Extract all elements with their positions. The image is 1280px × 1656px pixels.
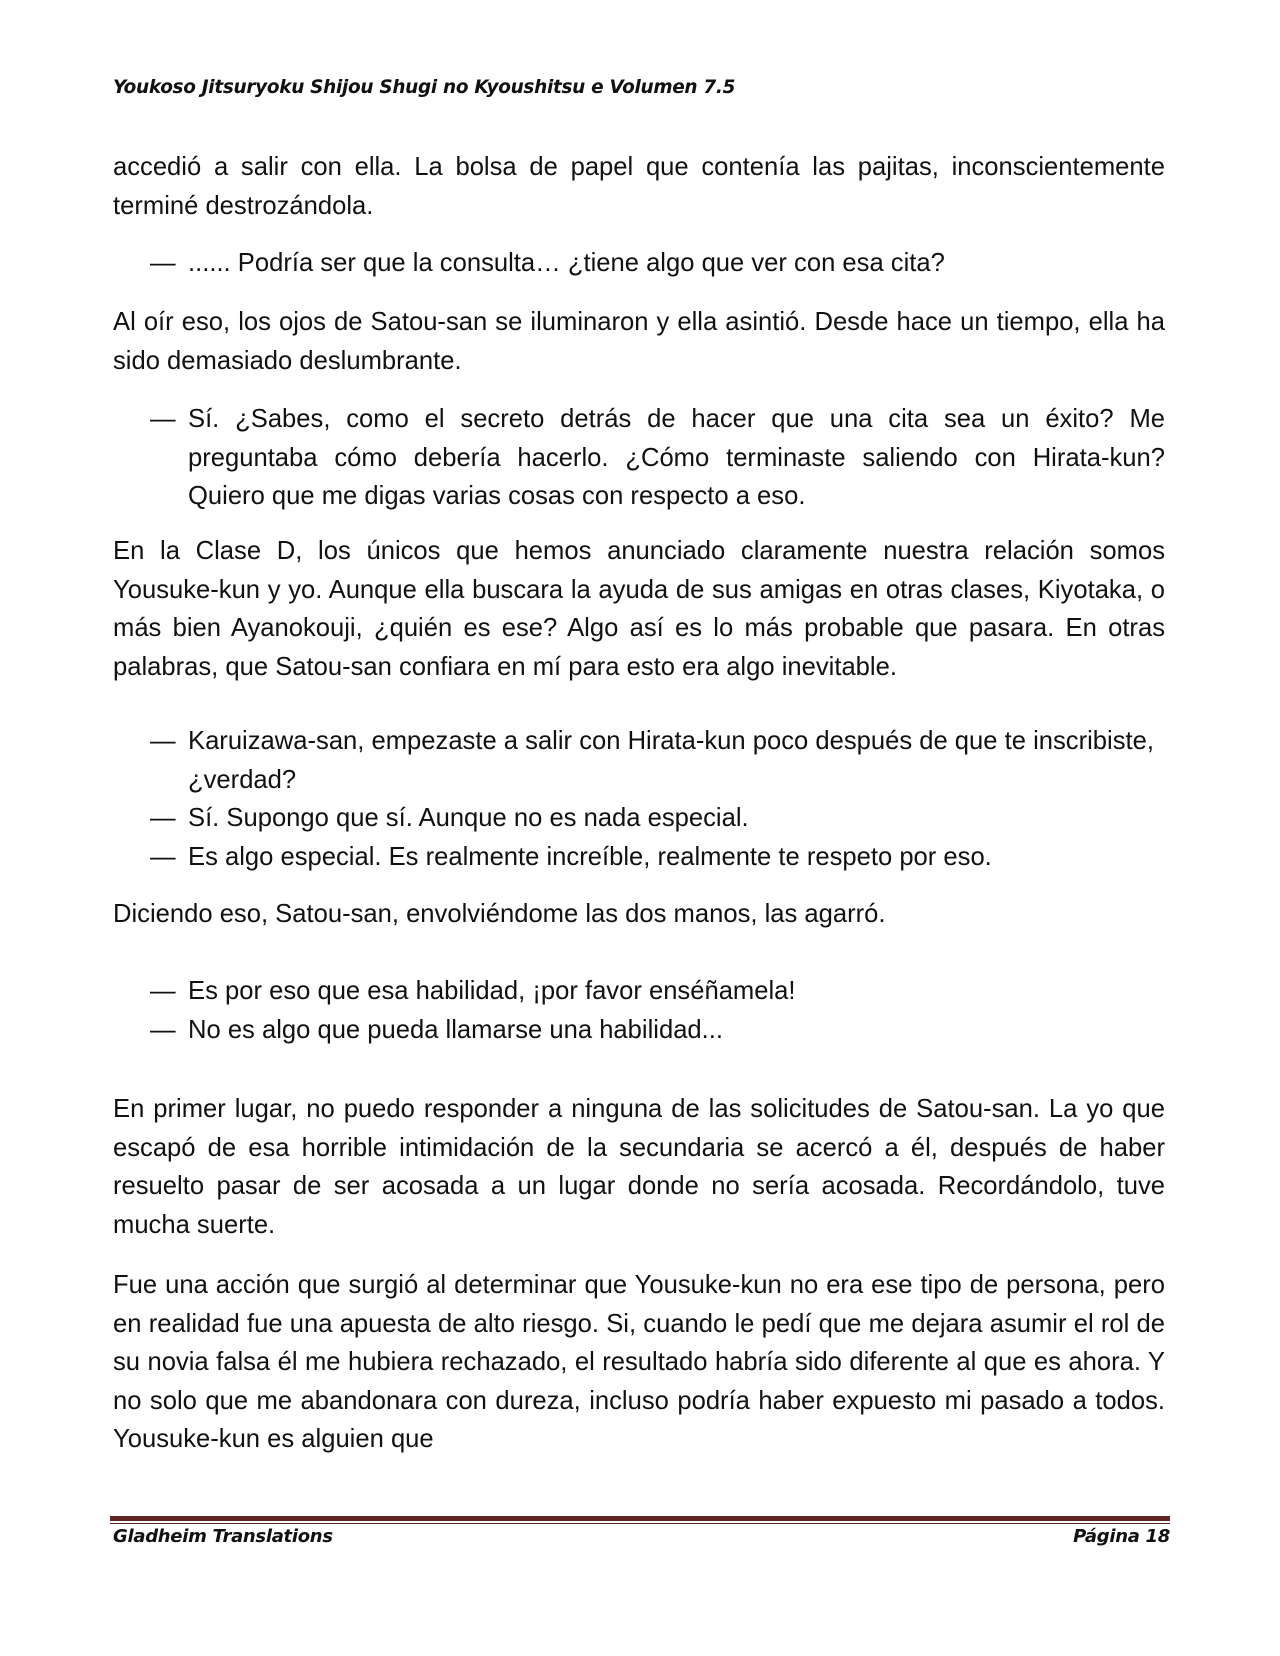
dash-icon: — — [150, 405, 176, 433]
dash-icon: — — [150, 977, 176, 1005]
dialog-block-3 — [150, 722, 1165, 876]
dialog-block-2 — [150, 400, 1165, 516]
dialog-block-1 — [150, 244, 1165, 283]
dialog-text: Karuizawa-san, empezaste a salir con Hirata-kun poco después de que te inscribiste, ¿verdad? — [188, 727, 1154, 794]
paragraph-2: Al oír eso, los ojos de Satou-san se iluminaron y ella asintió. Desde hace un tiempo, ella ha sido demasiado deslumbrante. — [113, 308, 1165, 375]
dialog-line — [150, 972, 1165, 1011]
dialog-text: Es algo especial. Es realmente increíble, realmente te respeto por eso. — [188, 842, 992, 871]
dialog-text: Sí. Supongo que sí. Aunque no es nada especial. — [188, 804, 749, 832]
dash-icon: — — [150, 842, 176, 871]
paragraph-1: accedió a salir con ella. La bolsa de papel que contenía las pajitas, inconscientemente terminé destrozándola. — [113, 153, 1165, 220]
dialog-line — [150, 244, 1165, 283]
paragraph-4: Diciendo eso, Satou-san, envolviéndome las dos manos, las agarró. — [113, 900, 886, 928]
dialog-text: ...... Podría ser que la consulta… ¿tiene algo que ver con esa cita? — [188, 249, 945, 277]
dash-icon: — — [150, 1015, 176, 1044]
footer-translator-credit: Gladheim Translations — [113, 1526, 333, 1547]
dialog-line — [150, 400, 1165, 516]
running-header-title: Youkoso Jitsuryoku Shijou Shugi no Kyoushitsu e Volumen 7.5 — [113, 76, 736, 98]
dash-icon: — — [150, 249, 176, 277]
dialog-block-4 — [150, 972, 1165, 1049]
dialog-line — [150, 838, 1165, 877]
dash-icon: — — [150, 727, 176, 755]
dialog-line — [150, 1011, 1165, 1050]
footer-rule — [110, 1516, 1170, 1521]
dash-icon: — — [150, 804, 176, 832]
dialog-text: Sí. ¿Sabes, como el secreto detrás de hacer que una cita sea un éxito? Me preguntaba cómo debería hacerlo. ¿Cómo terminaste saliendo con Hirata-kun? Quiero que me digas varias cosas con respecto a eso. — [188, 405, 1165, 510]
paragraph-3: En la Clase D, los únicos que hemos anunciado claramente nuestra relación somos Yousuke-kun y yo. Aunque ella buscara la ayuda de sus amigas en otras clases, Kiyotaka, o más bien Ayanokouji, ¿quién es ese? Algo así es lo más probable que pasara. En otras palabras, que Satou-san confiara en mí para esto era algo inevitable. — [113, 537, 1165, 681]
dialog-line — [150, 799, 1165, 838]
paragraph-6: Fue una acción que surgió al determinar que Yousuke-kun no era ese tipo de persona, pero en realidad fue una apuesta de alto riesgo. Si, cuando le pedí que me dejara asumir el rol de su novia falsa él me hubiera rechazado, el resultado habría sido diferente al que es ahora. Y no solo que me abandonara con dureza, incluso podría haber expuesto mi pasado a todos. Yousuke-kun es alguien que — [113, 1271, 1165, 1453]
dialog-text: Es por eso que esa habilidad, ¡por favor enséñamela! — [188, 977, 796, 1005]
dialog-line — [150, 722, 1165, 799]
footer-rule-thin — [110, 1523, 1170, 1524]
dialog-text: No es algo que pueda llamarse una habilidad... — [188, 1015, 723, 1044]
footer-page-number: Página 18 — [1073, 1526, 1170, 1547]
paragraph-5: En primer lugar, no puedo responder a ninguna de las solicitudes de Satou-san. La yo que escapó de esa horrible intimidación de la secundaria se acercó a él, después de haber resuelto pasar de ser acosada a un lugar donde no sería acosada. Recordándolo, tuve mucha suerte. — [113, 1095, 1165, 1239]
